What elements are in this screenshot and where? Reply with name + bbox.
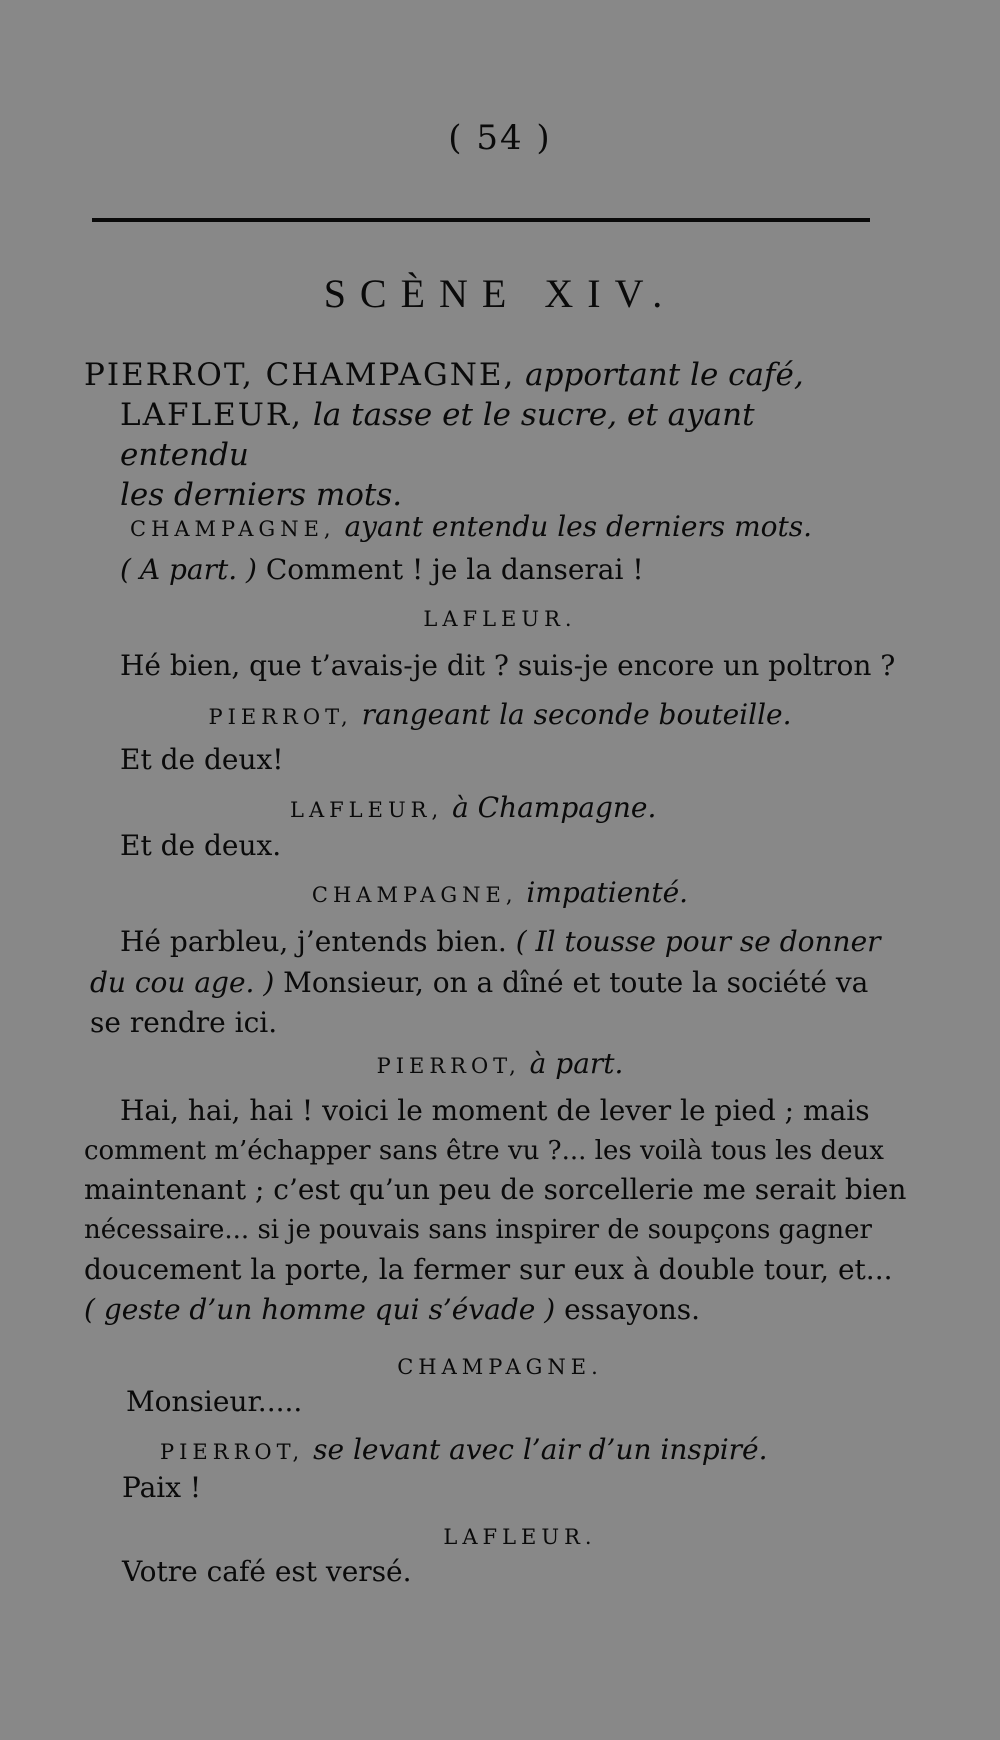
speaker-line: [0, 873, 1000, 915]
speaker-line: [0, 597, 1000, 639]
dialogue-text: Comment ! je la danserai !: [265, 553, 644, 586]
page-number: ( 54 ): [448, 118, 552, 158]
stage-direction: ( geste d’un homme qui s’évade ): [84, 1293, 556, 1326]
dialogue-text: essayons.: [564, 1293, 701, 1326]
dialogue-text: Hai, hai, hai ! voici le moment de lever le pied ; mais: [120, 1094, 870, 1127]
dialogue-text: doucement la porte, la fermer sur eux à double tour, et...: [84, 1253, 893, 1286]
stage-direction: rangeant la seconde bouteille.: [361, 698, 792, 731]
dialogue-text: comment m’échapper sans être vu ?... les voilà tous les deux: [84, 1136, 884, 1166]
stage-direction: ( Il tousse pour se donner: [515, 925, 881, 958]
dialogue-line: [120, 550, 880, 590]
dialogue-line: [90, 963, 1000, 1003]
speaker-name: PIERROT,: [208, 705, 353, 729]
dialogue-line: [84, 1250, 1000, 1290]
cast-list: [84, 355, 884, 515]
stage-direction: ayant entendu les derniers mots.: [344, 510, 813, 543]
speaker-line: [0, 695, 1000, 737]
dialogue-line: [84, 1131, 1000, 1171]
dialogue-text: Monsieur, on a dîné et toute la société va: [283, 966, 869, 999]
dialogue-text: nécessaire... si je pouvais sans inspirer de soupçons gagner: [84, 1215, 872, 1245]
stage-direction: du cou age. ): [90, 966, 275, 999]
speaker-name: CHAMPAGNE,: [311, 883, 518, 907]
dialogue-line: [120, 646, 1000, 686]
dialogue-text: Monsieur.....: [126, 1385, 303, 1418]
dialogue-text: Votre café est versé.: [122, 1555, 412, 1588]
dialogue-text: Hé parbleu, j’entends bien.: [120, 925, 507, 958]
dialogue-line: [122, 1468, 1000, 1508]
speaker-line: [0, 1345, 1000, 1387]
scene-title: SCÈNE XIV.: [323, 271, 677, 316]
dialogue-text: maintenant ; c’est qu’un peu de sorcellerie me serait bien: [84, 1173, 907, 1206]
dialogue-line: [90, 1003, 1000, 1043]
dialogue-line: [126, 1382, 1000, 1422]
dialogue-text: Et de deux!: [120, 743, 284, 776]
cast-line-2: [84, 395, 884, 475]
dialogue-line: [84, 1290, 1000, 1330]
cast-note-3: les derniers mots.: [120, 477, 403, 513]
speaker-line: [20, 1515, 1000, 1557]
cast-names-2: LAFLEUR,: [120, 397, 304, 433]
speaker-line: [290, 788, 1000, 830]
speaker-line: [130, 507, 890, 549]
stage-direction: à part.: [529, 1047, 624, 1080]
speaker-name: PIERROT,: [160, 1440, 305, 1464]
dialogue-text: Et de deux.: [120, 829, 282, 862]
cast-line-1: [84, 355, 884, 395]
cast-note-1: apportant le café,: [525, 357, 804, 393]
stage-direction: à Champagne.: [452, 791, 657, 824]
speaker-line: [160, 1430, 1000, 1472]
dialogue-line: [120, 826, 1000, 866]
dialogue-text: se rendre ici.: [90, 1006, 278, 1039]
header-rule: [92, 218, 870, 222]
stage-direction: ( A part. ): [120, 553, 257, 586]
dialogue-text: Paix !: [122, 1471, 202, 1504]
speaker-name: LAFLEUR,: [290, 798, 444, 822]
cast-names-1: PIERROT, CHAMPAGNE,: [84, 357, 516, 393]
stage-direction: impatienté.: [526, 876, 689, 909]
speaker-name: CHAMPAGNE,: [130, 517, 336, 541]
speaker-name: LAFLEUR.: [443, 1525, 597, 1549]
dialogue-line: [120, 740, 1000, 780]
dialogue-line: [84, 1170, 1000, 1210]
dialogue-text: Hé bien, que t’avais-je dit ? suis-je encore un poltron ?: [120, 649, 896, 682]
speaker-name: LAFLEUR.: [423, 607, 577, 631]
dialogue-line: [120, 1091, 1000, 1131]
speaker-name: PIERROT,: [376, 1054, 521, 1078]
stage-direction: se levant avec l’air d’un inspiré.: [313, 1433, 768, 1466]
dialogue-line: [84, 1210, 1000, 1250]
cast-note-2: la tasse et le sucre, et ayant entendu: [120, 397, 755, 473]
dialogue-line: [120, 922, 1000, 962]
speaker-line: [0, 1044, 1000, 1086]
speaker-name: CHAMPAGNE.: [397, 1355, 603, 1379]
dialogue-line: [122, 1552, 1000, 1592]
